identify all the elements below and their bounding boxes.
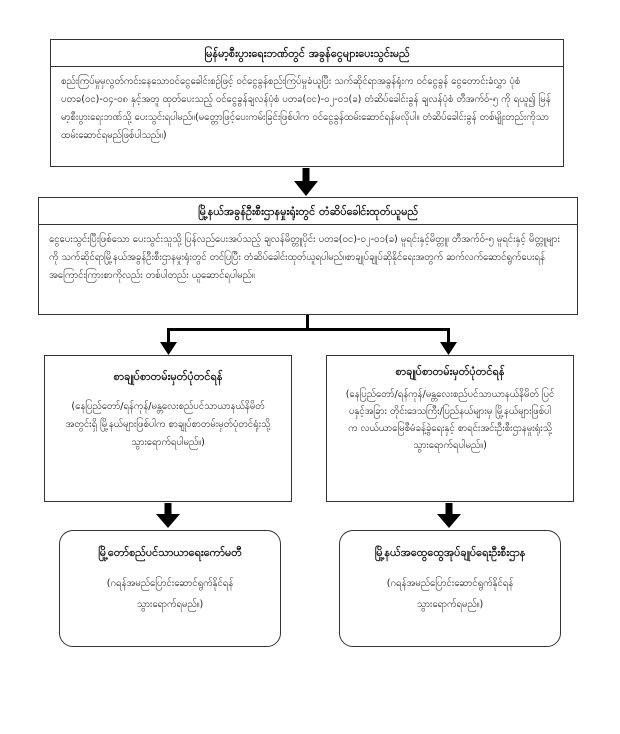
step-title: မြို့တော်စည်ပင်သာယာရေးကော်မတီ [98, 546, 242, 559]
arrow-down-icon [291, 168, 321, 198]
step-title: မြို့နယ်အထွေထွေအုပ်ချုပ်ရေးဦးစီးဌာန [374, 546, 526, 559]
step-title: မြို့နယ်အခွန်ဦးစီးဌာနမှုးရုံးတွင် တံဆိပ်ခေါင်းထုတ်ယူမည် [39, 198, 577, 225]
step-description: (ဂရန်အမည်ပြောင်းဆောင်ရွက်နိုင်ရန် သွားရောက်ရမည်။) [106, 578, 234, 610]
step-description: (နေပြည်တော်/ရန်ကုန်/မန္တလေးစည်ပင်သာယာနယ်နိမိတ် ပြင်ပနှင့်အခြား တိုင်းဒေသကြီး/ပြည်နယ်များမှ မြို့နယ်များဖြစ်ပါက လယ်ယာမြေစီမံခန့်ခွဲရေးနှင့် စာရင်းအင်းဦးစီးဌာနမှုးရုံးသို့ သွားရောက်ရပါမည်။) [345, 389, 555, 451]
left-register-box [44, 355, 292, 502]
branch-arrows-icon [0, 315, 620, 357]
arrow-down-icon [153, 503, 183, 533]
step-title: စာချုပ်စာတမ်းမှတ်ပုံတင်ရန် [113, 370, 223, 383]
left-final-box [59, 530, 281, 647]
right-register-box [326, 355, 574, 502]
step-box-bank-payment [50, 39, 564, 167]
right-final-box [339, 530, 561, 647]
step-title: မြန်မာ့စီးပွားရေးဘဏ်တွင် အခွန်ငွေများပေးသွင်းမည် [51, 40, 563, 67]
step-box-stamp-collection [38, 197, 578, 315]
step-description: စည်းကြပ်မှုမှလွတ်ကင်းနေသောဝင်ငွေခေါင်းစဉ်ဖြင့် ဝင်ငွေခွန်စည်းကြပ်မှုခံယူပြီး သက်ဆိုင်ရာအခွန်ရုံးက ဝင်ငွေခွန် ငွေတောင်းခံလွှာ ပုံစံ ပတခ(ဝင)-၀၄-၀၈ နှင့်အတူ ထုတ်ပေးသည့် ဝင်ငွေခွန်ချလန်ပုံစံ ပတခ(ဝင)-၀၂-၀၁(ခ) တံဆိပ်ခေါင်းခွန် ချလန်ပုံစံ တီအက်ဝ်-၅ ကို ရယူ၍ မြန်မာ့စီးပွားရေးဘဏ်သို့ ပေးသွင်းရပါမည်။(မတ္တောဖြင့်ပေးကမ်းခြင်းဖြစ်ပါက ဝင်ငွေခွန်ထမ်းဆောင်ရန်မလိုပါ။ တံဆိပ်ခေါင်းခွန် တစ်မျိုးတည်းကိုသာ ထမ်းဆောင်ရမည်ဖြစ်ပါသည်။) [61, 76, 551, 141]
step-title: စာချုပ်စာတမ်းမှတ်ပုံတင်ရန် [395, 365, 505, 378]
step-description: ငွေပေးသွင်းပြီးဖြစ်သော ပေးသွင်းသူသို့ ပြန်လည်ပေးအပ်သည့် ချလန်မိတ္တူပိုင်း ပတခ(ဝင)-၀၂-၀၁(ခ) မူရင်းနှင့်မိတ္တူ၊ တီအက်ဝ်-၅ မူရင်းနှင့် မိတ္တူများကို သက်ဆိုင်ရာမြို့နယ်အခွန်ဦးစီးဌာနမှုးရုံးတွင် တင်ပြပြီး တံဆိပ်ခေါင်းထုတ်ယူရပါမည်။စာချုပ်ချုပ်ဆိုနိုင်ရေးအတွက် ဆက်လက်ဆောင်ရွက်ပေးရန် အကြောင်းကြားစာကိုလည်း တစ်ပါတည်း ယူဆောင်ရပါမည်။ [49, 234, 560, 281]
arrow-down-icon [434, 503, 464, 533]
step-description: (ဂရန်အမည်ပြောင်းဆောင်ရွက်နိုင်ရန် သွားရောက်ရမည်။) [386, 578, 514, 610]
step-description: (နေပြည်တော်/ရန်ကုန်/မန္တလေးစည်ပင်သာယာနယ်နိမိတ် အတွင်းရှိ မြို့နယ်များဖြစ်ပါက စာချုပ်စာတမ်းမှတ်ပုံတင်ရုံးသို့ သွားရောက်ရပါမည်။) [65, 401, 271, 448]
